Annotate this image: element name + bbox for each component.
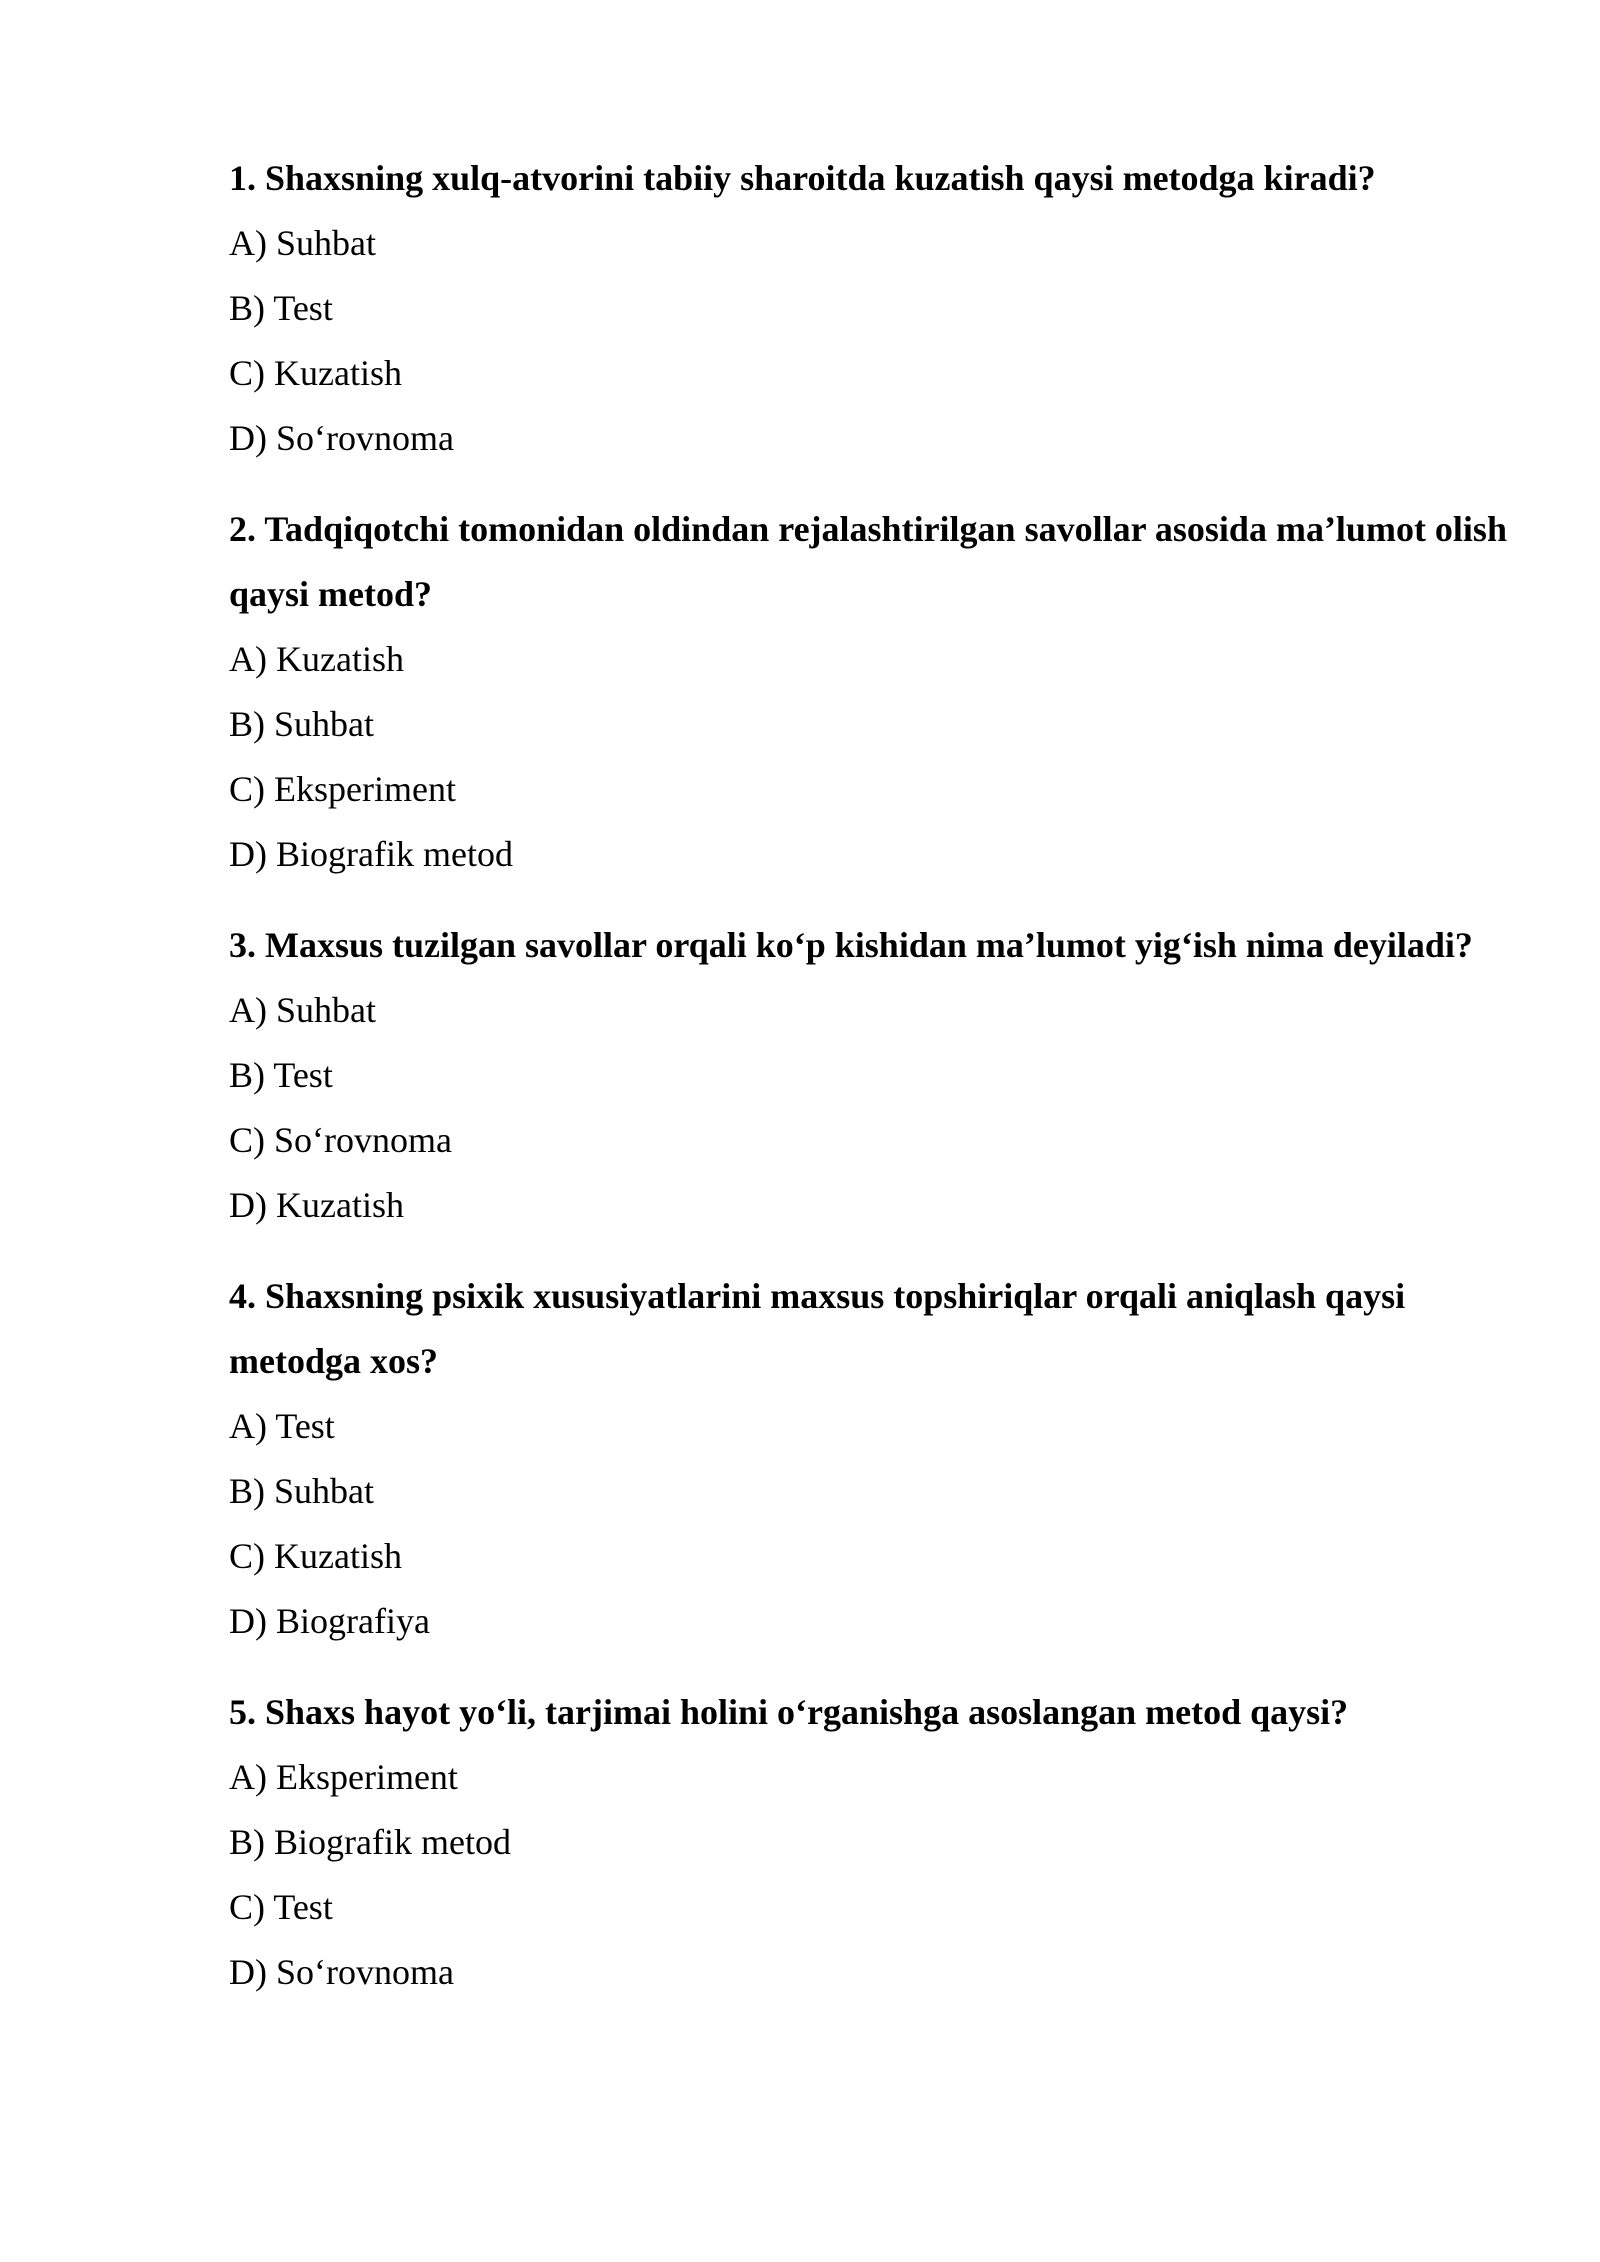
question-text: 1. Shaxsning xulq-atvorini tabiiy sharoitda kuzatish qaysi metodga kiradi? [229, 158, 1376, 198]
question-text: 2. Tadqiqotchi tomonidan oldindan rejalashtirilgan savollar asosida ma’lumot olish qaysi metod? [229, 509, 1507, 614]
question-1 [229, 146, 1519, 471]
question-2 [229, 497, 1519, 887]
question-text: 5. Shaxs hayot yo‘li, tarjimai holini o‘rganishga asoslangan metod qaysi? [229, 1692, 1349, 1732]
document-page [229, 146, 1519, 2031]
option-c: C) Kuzatish [229, 353, 402, 393]
option-a: A) Suhbat [229, 223, 376, 263]
option-d: D) Biografiya [229, 1601, 430, 1641]
question-5 [229, 1680, 1519, 2005]
option-b: B) Test [229, 1055, 333, 1095]
option-c: C) So‘rovnoma [229, 1120, 452, 1160]
option-b: B) Suhbat [229, 704, 375, 744]
option-d: D) So‘rovnoma [229, 418, 454, 458]
option-a: A) Eksperiment [229, 1757, 458, 1797]
question-3 [229, 913, 1519, 1238]
option-a: A) Kuzatish [229, 639, 404, 679]
option-c: C) Eksperiment [229, 769, 456, 809]
option-a: A) Test [229, 1406, 335, 1446]
option-a: A) Suhbat [229, 990, 376, 1030]
question-text: 4. Shaxsning psixik xususiyatlarini maxsus topshiriqlar orqali aniqlash qaysi metodga xos? [229, 1276, 1406, 1381]
option-c: C) Test [229, 1887, 333, 1927]
option-d: D) So‘rovnoma [229, 1952, 454, 1992]
option-d: D) Kuzatish [229, 1185, 404, 1225]
option-b: B) Test [229, 288, 333, 328]
question-4 [229, 1264, 1519, 1654]
option-d: D) Biografik metod [229, 834, 513, 874]
option-c: C) Kuzatish [229, 1536, 402, 1576]
option-b: B) Suhbat [229, 1471, 375, 1511]
question-text: 3. Maxsus tuzilgan savollar orqali ko‘p kishidan ma’lumot yig‘ish nima deyiladi? [229, 925, 1473, 965]
option-b: B) Biografik metod [229, 1822, 511, 1862]
